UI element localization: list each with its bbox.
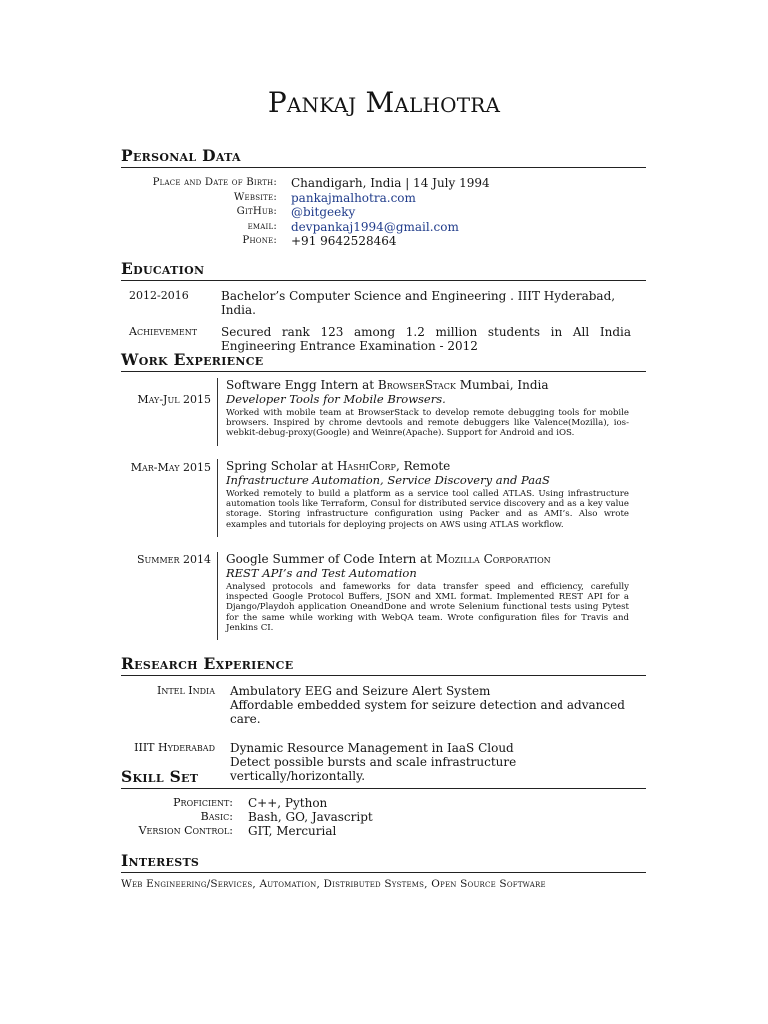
website-row bbox=[121, 191, 646, 206]
work-description: Analysed protocols and fameworks for data transfer speed and efficiency, carefully inspected Google Protocol Buffers, JSON and XML format. Implemented REST API for a Django/Playdoh application OneandDone and wrote Selenium functional tests using Pytest for the same while working with WebQA team. Wrote configuration files for Travis and Jenkins CI. bbox=[226, 582, 629, 633]
phone-label: Phone: bbox=[242, 235, 277, 247]
research-body bbox=[230, 684, 646, 726]
work-heading-wrap bbox=[121, 350, 646, 372]
skill-value: GIT, Mercurial bbox=[248, 824, 337, 838]
interests-heading: Interests bbox=[121, 851, 646, 873]
personal-data-heading: Personal Data bbox=[121, 146, 646, 168]
resume-name: Pankaj Malhotra bbox=[267, 86, 501, 119]
work-date: Summer 2014 bbox=[136, 553, 211, 566]
website-link[interactable]: pankajmalhotra.com bbox=[291, 190, 416, 205]
email-row bbox=[121, 220, 646, 235]
education-section bbox=[121, 259, 646, 353]
github-label: GitHub: bbox=[236, 206, 277, 218]
achievement-label: Achievement bbox=[129, 325, 198, 338]
work-body bbox=[226, 459, 629, 530]
work-title bbox=[226, 552, 629, 566]
work-subtitle: Developer Tools for Mobile Browsers. bbox=[226, 392, 446, 406]
research-title: Dynamic Resource Management in IaaS Cloud bbox=[230, 741, 514, 755]
research-section bbox=[121, 654, 646, 783]
work-body bbox=[226, 378, 629, 439]
github-row bbox=[121, 205, 646, 220]
birth-value: Chandigarh, India | 14 July 1994 bbox=[291, 176, 490, 190]
website-label: Website: bbox=[233, 191, 277, 203]
education-years: 2012-2016 bbox=[129, 289, 189, 302]
education-heading: Education bbox=[121, 259, 646, 281]
work-org: HashiCorp bbox=[336, 459, 396, 473]
work-date: May-Jul 2015 bbox=[137, 393, 211, 406]
work-heading: Work Experience bbox=[121, 350, 646, 372]
work-org: Mozilla Corporation bbox=[435, 552, 551, 566]
research-desc: Detect possible bursts and scale infrastructure vertically/horizontally. bbox=[230, 755, 517, 783]
work-place: , Remote bbox=[395, 459, 451, 473]
birth-label: Place and Date of Birth: bbox=[152, 177, 277, 188]
education-degree: Bachelor’s Computer Science and Engineering . IIIT Hyderabad, India. bbox=[221, 289, 616, 317]
work-subtitle: REST API’s and Test Automation bbox=[226, 566, 417, 580]
achievement-text: Secured rank 123 among 1.2 million students in All India Engineering Entrance Examination - 2012 bbox=[221, 325, 631, 353]
skills-heading: Skill Set bbox=[121, 767, 646, 789]
work-description: Worked with mobile team at BrowserStack to develop remote debugging tools for mobile browsers. Inspired by chrome devtools and remote debuggers like Valence(Mozilla), ios-webkit-debug-proxy(Google) and Weinre(Apache). Support for Android and iOS. bbox=[226, 408, 629, 439]
work-org: BrowserStack bbox=[377, 378, 456, 392]
work-subtitle: Infrastructure Automation, Service Discovery and PaaS bbox=[226, 473, 550, 487]
skill-label: Basic: bbox=[200, 810, 233, 823]
skill-row bbox=[121, 824, 646, 838]
interests-text: Web Engineering/Services, Automation, Distributed Systems, Open Source Software bbox=[121, 878, 546, 890]
research-item bbox=[121, 684, 646, 726]
achievement-row bbox=[121, 325, 646, 353]
work-title bbox=[226, 378, 629, 392]
email-link[interactable]: devpankaj1994@gmail.com bbox=[291, 219, 459, 234]
work-role: Google Summer of Code Intern at bbox=[226, 552, 436, 566]
skill-value: Bash, GO, Javascript bbox=[248, 810, 373, 824]
research-title: Ambulatory EEG and Seizure Alert System bbox=[230, 684, 491, 698]
work-title bbox=[226, 459, 629, 473]
phone-value: +91 9642528464 bbox=[291, 234, 397, 249]
personal-data-list bbox=[121, 176, 646, 249]
research-heading: Research Experience bbox=[121, 654, 646, 676]
research-org: IIIT Hyderabad bbox=[134, 741, 215, 754]
interests-section bbox=[121, 851, 646, 873]
work-place: Mumbai, India bbox=[455, 378, 549, 392]
skill-row bbox=[121, 796, 646, 810]
github-link[interactable]: @bitgeeky bbox=[291, 205, 356, 220]
skills-section bbox=[121, 767, 646, 838]
work-body bbox=[226, 552, 629, 633]
research-desc: Affordable embedded system for seizure detection and advanced care. bbox=[230, 698, 625, 726]
work-description: Worked remotely to build a platform as a service tool called ATLAS. Using infrastructure automation tools like Terraform, Consul for distributed service discovery and as a key value storage. Storing infrastructure configuration using Packer and as AMI’s. Also wrote examples and tutorials for deploying projects on AWS using ATLAS workflow. bbox=[226, 489, 629, 530]
personal-data-section bbox=[121, 146, 646, 249]
skills-list bbox=[121, 796, 646, 838]
work-divider bbox=[217, 459, 218, 537]
education-row bbox=[121, 289, 646, 317]
skill-label: Version Control: bbox=[138, 824, 233, 837]
work-divider bbox=[217, 552, 218, 640]
skill-row bbox=[121, 810, 646, 824]
work-date: Mar-May 2015 bbox=[130, 461, 211, 474]
work-role: Software Engg Intern at bbox=[226, 378, 378, 392]
birth-row bbox=[121, 176, 646, 191]
skill-label: Proficient: bbox=[173, 796, 233, 809]
work-divider bbox=[217, 378, 218, 446]
email-label: email: bbox=[247, 220, 277, 232]
research-org: Intel India bbox=[156, 684, 215, 697]
skill-value: C++, Python bbox=[248, 796, 328, 810]
work-role: Spring Scholar at bbox=[226, 459, 337, 473]
phone-row bbox=[121, 234, 646, 249]
